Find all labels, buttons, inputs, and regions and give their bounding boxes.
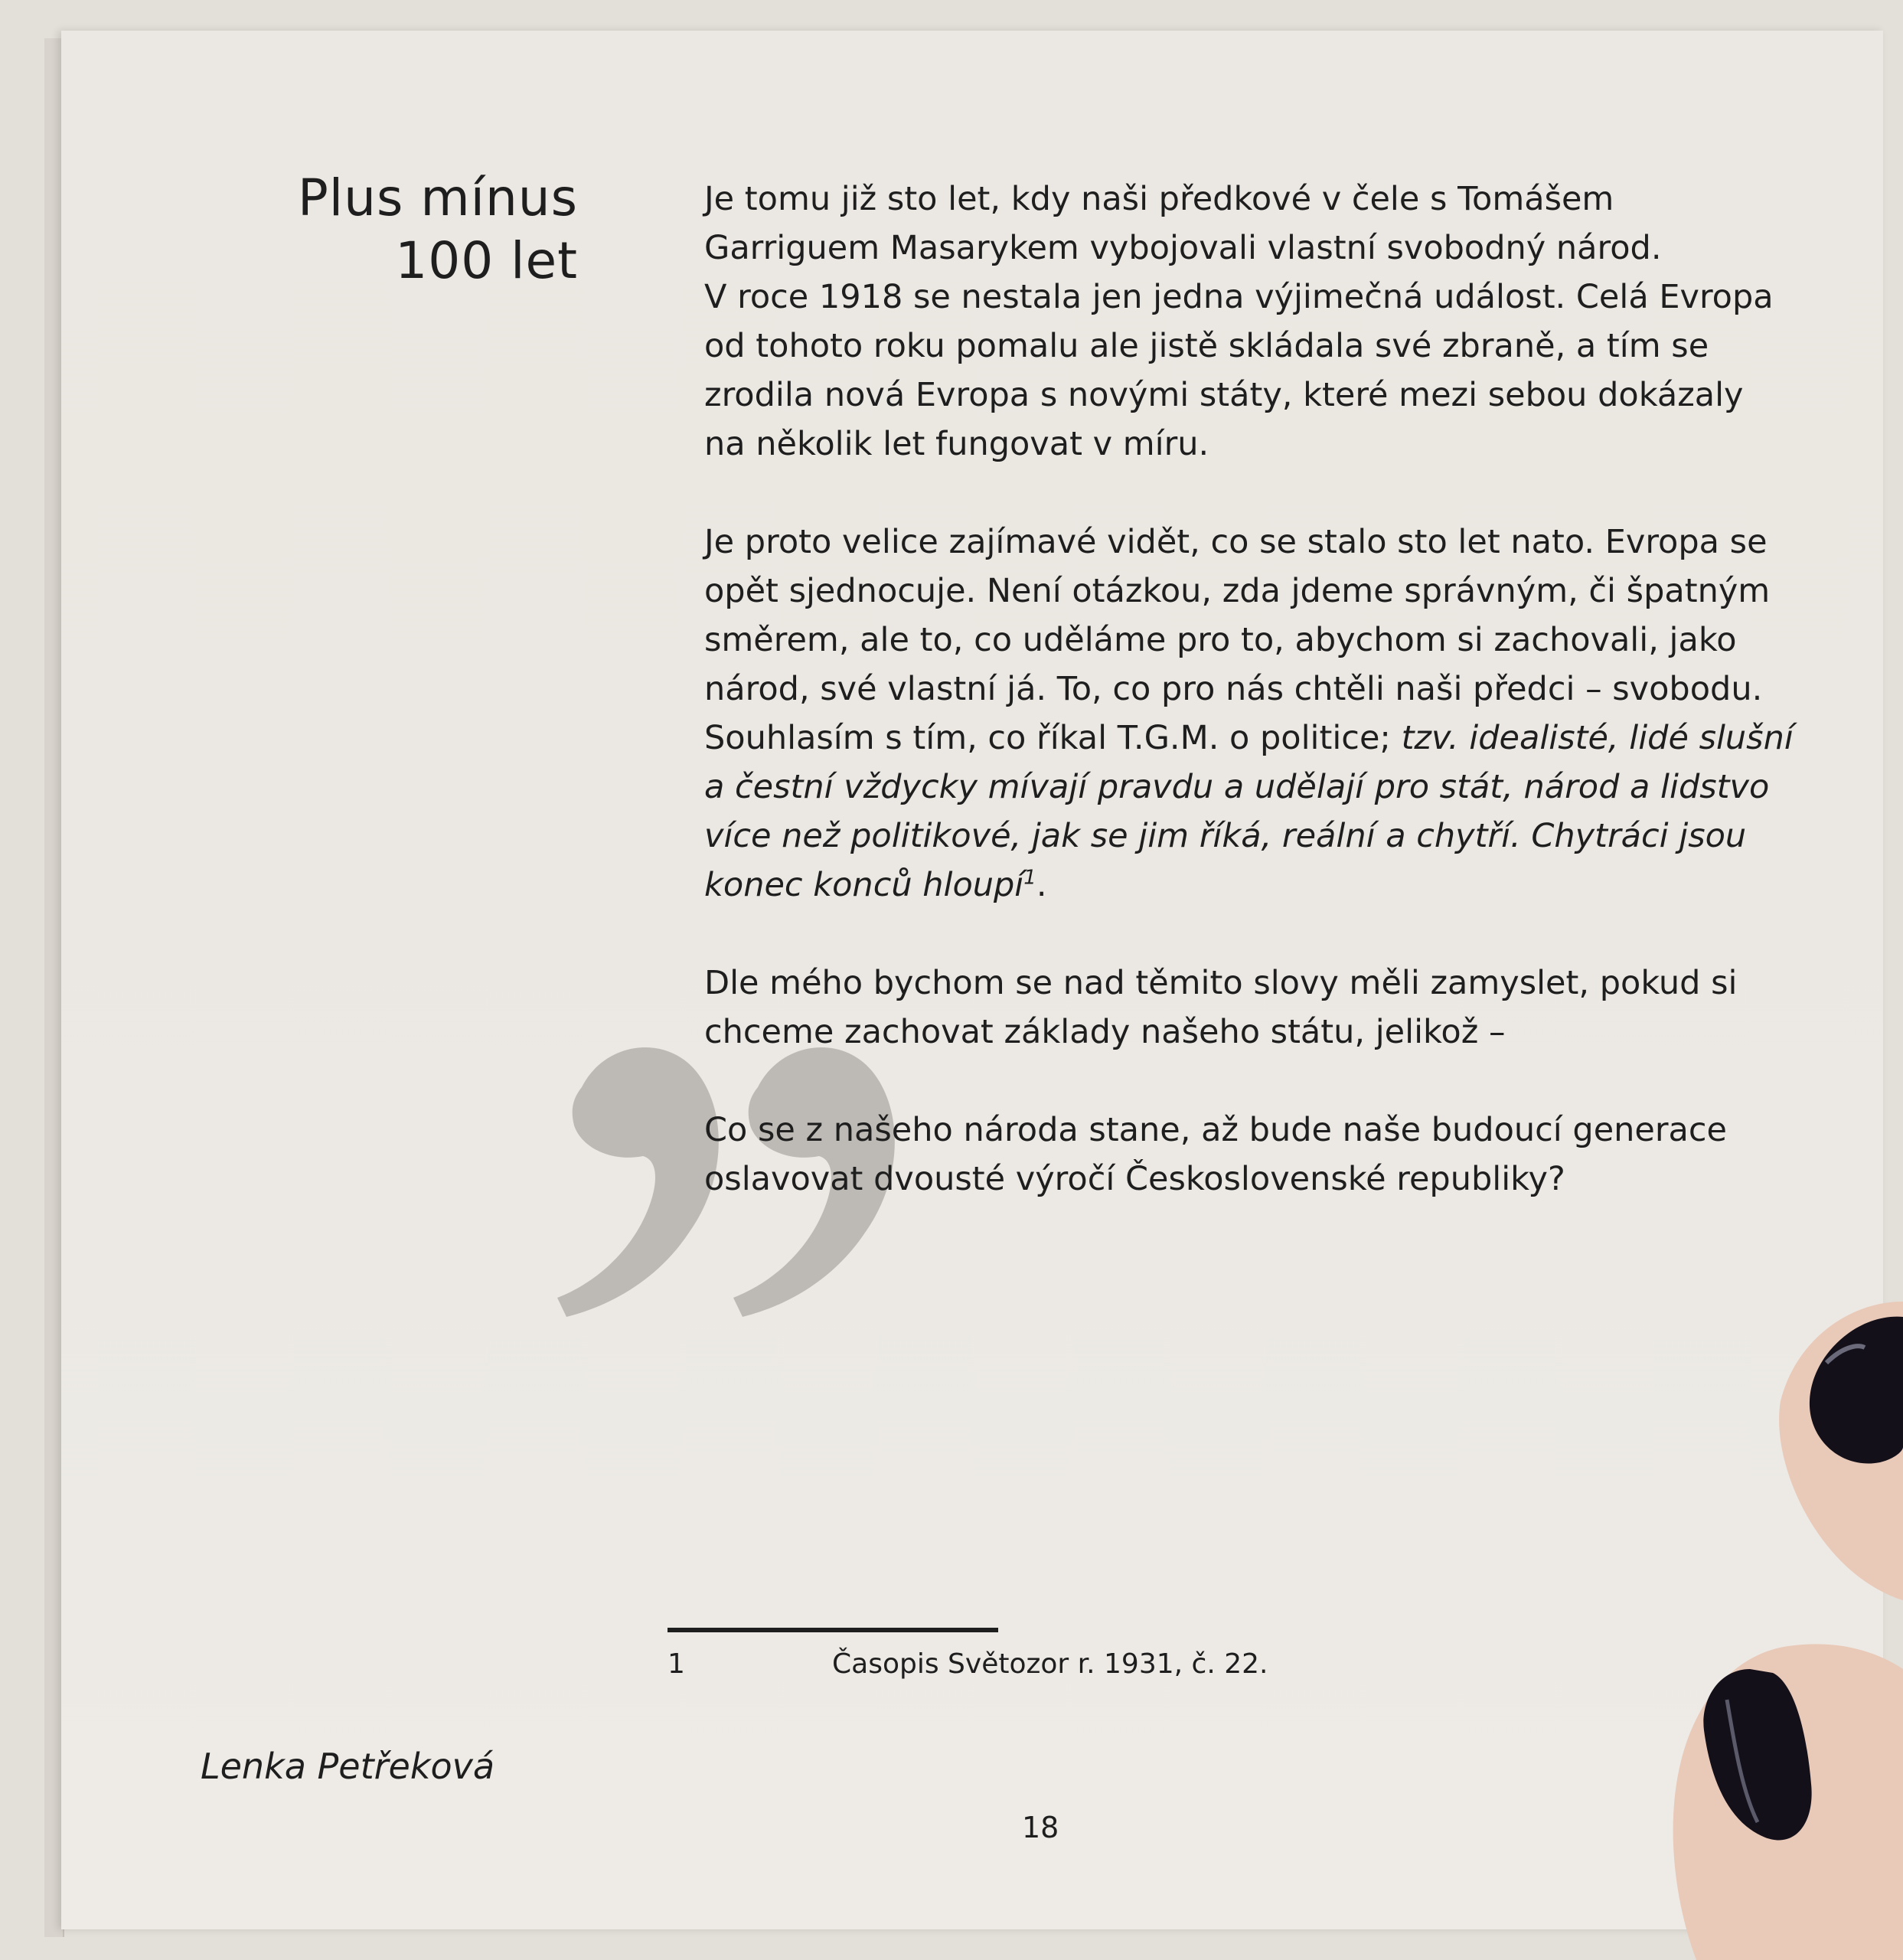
quote-italic: více než politikové, jak se jim říká, reální a chytří. Chytráci jsou (704, 817, 1747, 855)
text-line: chceme zachovat základy našeho státu, jelikož – (704, 1013, 1506, 1051)
author-name: Lenka Petřeková (201, 1746, 495, 1787)
footnote-text: Časopis Světozor r. 1931, č. 22. (832, 1648, 1268, 1680)
paragraph-4 (704, 1106, 1852, 1204)
article-title (298, 167, 578, 292)
text-line: národ, své vlastní já. To, co pro nás chtěli naši předci – svobodu. (704, 670, 1763, 708)
quote-italic: tzv. idealisté, lidé slušní (1401, 719, 1794, 757)
text-line: V roce 1918 se nestala jen jedna výjimečná událost. Celá Evropa (704, 278, 1774, 316)
text-line: zrodila nová Evropa s novými státy, které mezi sebou dokázaly (704, 376, 1744, 414)
footnote-divider (668, 1628, 998, 1632)
page-number: 18 (1022, 1811, 1059, 1844)
footnote (668, 1646, 1268, 1683)
text-line: Dle mého bychom se nad těmito slovy měli zamyslet, pokud si (704, 964, 1738, 1002)
title-line-1: Plus mínus (297, 168, 578, 227)
quote-italic: konec konců hloupí (704, 866, 1024, 904)
text-line: Garriguem Masarykem vybojovali vlastní svobodný národ. (704, 229, 1662, 267)
text-line: na několik let fungovat v míru. (704, 425, 1209, 463)
text-line (704, 812, 1852, 861)
text-line: Je proto velice zajímavé vidět, co se stalo sto let nato. Evropa se (704, 523, 1768, 561)
text-line-mixed (704, 714, 1852, 763)
text-line: Je tomu již sto let, kdy naši předkové v čele s Tomášem (704, 180, 1614, 218)
footnote-number: 1 (668, 1648, 685, 1680)
paragraph-3 (704, 959, 1852, 1057)
text-line (704, 763, 1852, 812)
quote-italic: a čestní vždycky mívají pravdu a udělají pro stát, národ a lidstvo (704, 768, 1770, 806)
text-line: opět sjednocuje. Není otázkou, zda jdeme správným, či špatným (704, 572, 1771, 610)
text-line: od tohoto roku pomalu ale jistě skládala své zbraně, a tím se (704, 327, 1709, 365)
plain-text: Souhlasím s tím, co říkal T.G.M. o politice; (704, 719, 1402, 757)
paragraph-1 (704, 175, 1852, 469)
footnote-ref[interactable]: 1 (1023, 866, 1036, 890)
article-body (704, 175, 1852, 1253)
finger-icon (1520, 1271, 1903, 1960)
title-line-2: 100 let (395, 231, 578, 290)
text-line: oslavovat dvousté výročí Československé republiky? (704, 1160, 1565, 1198)
text-line: směrem, ale to, co uděláme pro to, abychom si zachovali, jako (704, 621, 1737, 659)
paragraph-2 (704, 518, 1852, 910)
plain-text: . (1036, 866, 1047, 904)
text-line (704, 861, 1852, 910)
text-line: Co se z našeho národa stane, až bude naše budoucí generace (704, 1111, 1728, 1149)
